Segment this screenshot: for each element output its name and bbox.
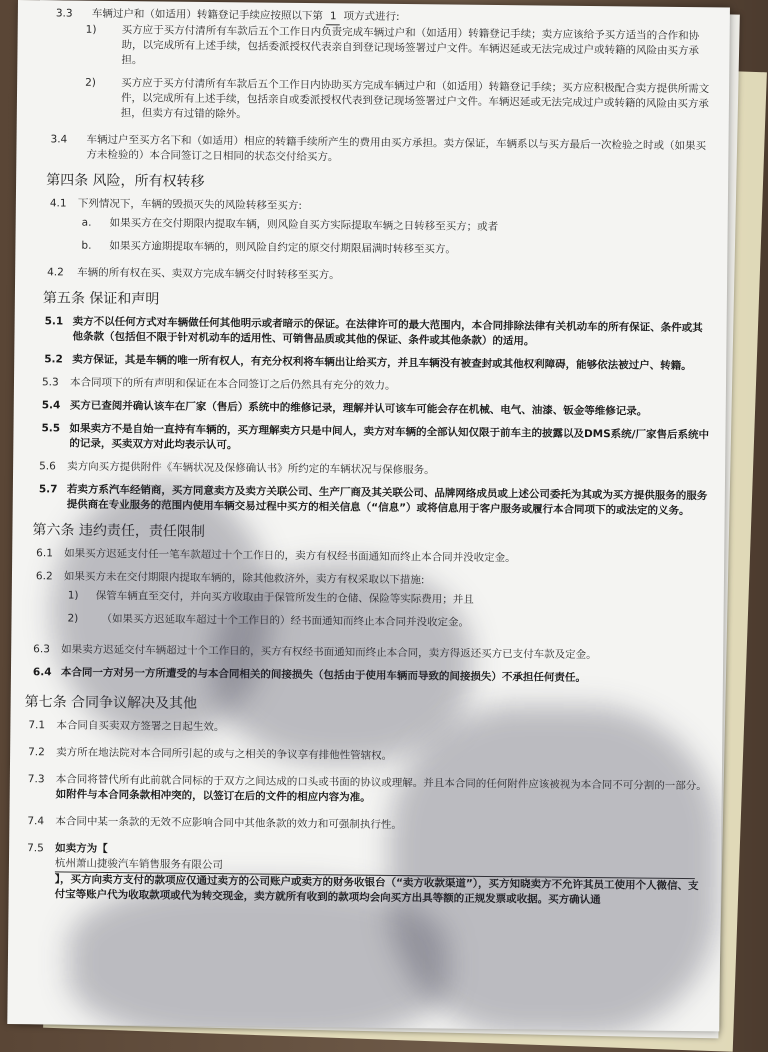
clause-number: 1): [85, 23, 97, 36]
clause-text: 若卖方系汽车经销商，买方同意卖方及卖方关联公司、生产厂商及其关联公司、品牌网络成员或上述公司委托为其或为买方提供服务的服务提供商在专业服务的范围内使用车辆交易过程中买方的相关信息（“信息”）或将信息用于客户服务或履行本合同项下的或法定的义务。: [66, 483, 708, 518]
clause-text-continued: 】，买方向卖方支付的款项应仅通过卖方的公司账户或卖方的财务收银台（“卖方收款渠道”），买方知晓卖方不允许其员工使用个人微信、支付宝等账户代为收取款项或代为转交现金，卖方就所有收到的款项均会向买方出具等额的正规发票或收据。买方确认通: [54, 873, 699, 907]
clause-number: 5.4: [41, 399, 61, 412]
clause-text: 如果卖方不是自始一直持有车辆的，买方理解卖方只是中间人，卖方对车辆的全部认知仅限于前车主的披露以及DMS系统/厂家售后系统中的记录，买卖双方对此均表示认可。: [69, 422, 710, 452]
clause-number: a.: [81, 216, 92, 229]
clause-number: 3.4: [50, 133, 68, 146]
clause-text: （如果买方迟延取车超过十个工作日的）经书面通知而终止本合同并没收定金。: [101, 612, 470, 629]
clause-text: 车辆过户和（如适用）转籍登记手续应按照以下第: [91, 7, 323, 23]
clause-number: 4.1: [49, 197, 67, 210]
clause-number: 1): [67, 589, 79, 602]
clause-number: 5.1: [44, 315, 64, 328]
clause-text: 本合同自买卖双方签署之日起生效。: [56, 719, 225, 734]
clause-number: 5.5: [41, 422, 61, 435]
clause-text: 车辆过户至买方名下和（如适用）相应的转籍手续所产生的费用由买方承担。卖方保证，车辆系以与买方最后一次检验之时或（如果买方未检验的）本合同签订之日相同的状态交付给买方。: [86, 133, 707, 164]
clause-number: 5.6: [39, 460, 56, 473]
clause-number: 2): [85, 76, 96, 89]
section-heading-5: 第五条 保证和声明: [42, 290, 160, 308]
clause-text: 卖方保证，其是车辆的唯一所有权人，有充分权利将车辆出让给买方，并且车辆没有被查封或其他权利障碍，能够依法被过户、转籍。: [72, 353, 692, 373]
clause-number: 7.3: [27, 773, 45, 786]
clause-3-3-1: [35, 22, 715, 74]
clause-text: 如果买方在交付期限内提取车辆，则风险自买方实际提取车辆之日转移至买方；或者: [109, 216, 499, 234]
clause-text: 如果买方逾期提取车辆的，则风险自约定的原交付期限届满时转移至买方。: [109, 239, 456, 256]
seller-company-name: 杭州萧山捷骏汽车销售服务有限公司: [55, 856, 695, 879]
clause-text: 下列情况下，车辆的毁损灭失的风险转移至买方:: [77, 197, 302, 212]
clause-number: 7.5: [27, 842, 44, 855]
clause-number: 6.3: [33, 643, 50, 656]
clause-text: 本合同一方对另一方所遭受的与本合同相关的间接损失（包括由于使用车辆而导致的间接损失）不承担任何责任。: [60, 666, 586, 684]
clause-number: 2): [67, 612, 79, 625]
clause-number: 6.2: [35, 570, 53, 583]
clause-number: 3.3: [55, 7, 73, 20]
clause-number: 7.2: [28, 746, 45, 759]
section-heading-7: 第七条 合同争议解决及其他: [24, 694, 198, 712]
clause-3-4: [34, 132, 714, 169]
section-heading-6: 第六条 违约责任，责任限制: [32, 522, 205, 540]
clause-text: 本合同中某一条款的无效不应影响合同中其他条款的效力和可强制执行性。: [55, 815, 402, 832]
clause-text-end: 项方式进行:: [343, 10, 400, 23]
contract-content: [24, 6, 716, 909]
clause-text: 本合同将替代所有此前就合同标的于双方之间达成的口头或书面的协议或理解。并且本合同的任何附件应该被视为本合同不可分割的一部分。: [55, 773, 707, 793]
clause-text: 车辆的所有权在买、卖双方完成车辆交付时转移至买方。: [77, 266, 340, 282]
clause-number: 6.1: [36, 547, 53, 560]
contract-page: [7, 0, 730, 1031]
clause-text: 买方应于买方付清所有车款后五个工作日内负责完成车辆过户和（如适用）转籍登记手续；卖方应该给予买方适当的合作和协助，以完成所有上述手续，包括委派授权代表亲自到登记现场签署过户文件。车辆迟延或无法完成过户或转籍的风险由买方承担。: [121, 24, 700, 67]
clause-number: 7.4: [27, 815, 45, 828]
clause-text: 如果买方迟延支付任一笔车款超过十个工作日的，卖方有权经书面通知而终止本合同并没收定金。: [64, 547, 516, 565]
clause-text: 卖方所在地法院对本合同所引起的或与之相关的争议享有排他性管辖权。: [56, 746, 393, 762]
clause-text: 保管车辆直至交付，并向买方收取由于保管所发生的仓储、保险等实际费用；并且: [95, 589, 474, 606]
clause-text: 买方应于买方付清所有车款后五个工作日内协助买方完成车辆过户和（如适用）转籍登记手续；买方应积极配合卖方提供所需文件，以完成所有上述手续，包括亲自或委派授权代表到登记现场签署过户文件。车辆迟延或无法完成过户或转籍的风险由买方承担，但卖方有过错的除外。: [120, 77, 710, 121]
clause-number: 6.4: [32, 666, 52, 679]
clause-text: 卖方向买方提供附件《车辆状况及保修确认书》所约定的车辆状况与保修服务。: [67, 460, 435, 477]
clause-text: 如卖方为【: [55, 842, 108, 855]
clause-text-bold: 如附件与本合同条款相冲突的，以签订在后的文件的相应内容为准。: [55, 788, 371, 804]
clause-number: 5.2: [44, 353, 63, 366]
clause-text: 如果买方未在交付期限内提取车辆的，除其他救济外，卖方有权采取以下措施:: [63, 570, 425, 587]
clause-number: 5.3: [41, 376, 59, 389]
clause-3-3-2: [35, 75, 715, 127]
fill-in-blank: 1: [326, 9, 340, 25]
clause-text: 买方已查阅并确认该车在厂家（售后）系统中的维修记录，理解并认可该车可能会存在机械、电气、油漆、钣金等维修记录。: [69, 399, 648, 418]
clause-5-7: [31, 482, 711, 519]
clause-text: 卖方不以任何方式对车辆做任何其他明示或者暗示的保证。在法律许可的最大范围内，本合同排除法律有关机动车的所有保证、条件或其他条款（包括但不限于针对机动车的适用性、可销售品质或其他的保证、条件或其他条款）的适用。: [72, 315, 703, 348]
clause-text: 如果卖方迟延交付车辆超过十个工作日的，买方有权经书面通知而终止本合同，卖方得返还买方已支付车款及定金。: [61, 643, 597, 662]
clause-number: 5.7: [38, 483, 58, 496]
section-heading-4: 第四条 风险，所有权转移: [46, 172, 205, 190]
clause-7-5: [27, 841, 708, 909]
clause-number: 7.1: [28, 719, 46, 732]
clause-number: b.: [81, 239, 92, 252]
clause-number: 4.2: [47, 266, 64, 279]
clause-text: 本合同项下的所有声明和保证在本合同签订之后仍然具有充分的效力。: [69, 376, 396, 392]
